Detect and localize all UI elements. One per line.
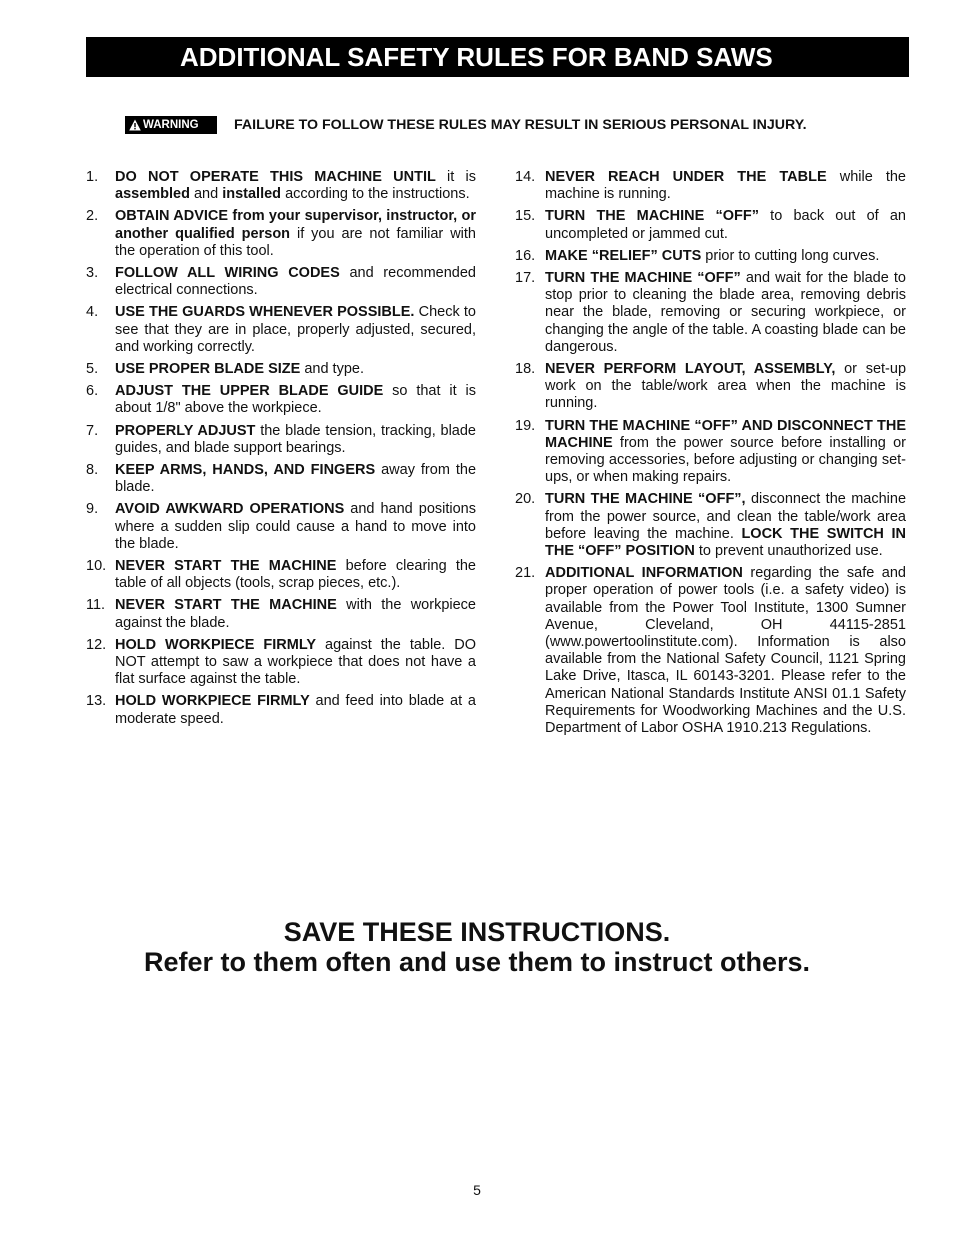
rule-text: [545, 491, 906, 560]
rule-item: [86, 423, 476, 457]
rule-emphasis: MAKE “RELIEF” CUTS: [545, 247, 702, 264]
rules-left-column: [86, 169, 476, 733]
rule-emphasis: ADJUST THE UPPER BLADE GUIDE: [115, 383, 384, 400]
rule-emphasis: NEVER PERFORM LAYOUT, ASSEMBLY,: [545, 361, 836, 378]
save-instructions-line2: Refer to them often and use them to instruct others.: [143, 947, 811, 977]
rule-emphasis: NEVER START THE MACHINE: [115, 558, 337, 575]
rule-emphasis: USE PROPER BLADE SIZE: [115, 361, 301, 378]
rule-item: [515, 491, 906, 560]
warning-notice: [125, 116, 885, 134]
rule-text: [115, 462, 476, 496]
rule-body: to prevent unauthorized use.: [694, 543, 883, 560]
rule-emphasis: HOLD WORKPIECE FIRMLY: [115, 636, 317, 653]
save-instructions-line1: SAVE THESE INSTRUCTIONS.: [283, 917, 671, 947]
rule-body: and feed into blade at a moderate speed.: [115, 693, 476, 727]
rule-item: [86, 208, 476, 260]
rule-text: [115, 637, 476, 689]
page-number: 5: [473, 1182, 481, 1198]
rule-body: prior to cutting long curves.: [701, 247, 880, 264]
rule-emphasis: AVOID AWKWARD OPERATIONS: [115, 501, 345, 518]
rule-body: while the machine is running.: [545, 169, 906, 203]
rule-emphasis: USE THE GUARDS WHENEVER POSSIBLE.: [115, 304, 415, 321]
rule-emphasis: LOCK THE SWITCH IN THE “OFF” POSITION: [545, 525, 907, 560]
warning-badge-label: WARNING: [143, 119, 199, 131]
rule-number: 11.: [86, 597, 106, 614]
rule-emphasis: PROPERLY ADJUST: [115, 422, 256, 439]
rule-emphasis: FOLLOW ALL WIRING CODES: [115, 265, 340, 282]
rule-emphasis: NEVER START THE MACHINE: [115, 597, 337, 614]
rule-body: and recommended electrical connections.: [115, 265, 476, 299]
rule-item: [86, 637, 476, 689]
rule-body: before clearing the table of all objects (tools, scrap pieces, etc.).: [115, 558, 476, 592]
page-title: ADDITIONAL SAFETY RULES FOR BAND SAWS: [180, 41, 773, 72]
rule-text: [115, 304, 476, 356]
rule-body: according to the instructions.: [281, 186, 470, 203]
rule-text: [545, 169, 906, 203]
rule-emphasis: HOLD WORKPIECE FIRMLY: [115, 693, 310, 710]
rule-body: the blade tension, tracking, blade guides, and blade support bearings.: [115, 422, 477, 456]
warning-triangle-icon: [129, 119, 141, 131]
rule-text: [115, 265, 476, 299]
rule-number: 12.: [86, 636, 107, 653]
rule-text: [115, 558, 476, 592]
rule-body: and type.: [300, 361, 364, 378]
rule-number: 4.: [86, 304, 99, 321]
rule-number: 2.: [86, 208, 99, 225]
rule-number: 15.: [515, 208, 536, 225]
rule-item: [515, 208, 906, 242]
rule-item: [86, 383, 476, 417]
rule-text: [115, 169, 476, 203]
rule-emphasis: KEEP ARMS, HANDS, AND FINGERS: [115, 462, 376, 479]
rule-text: [115, 361, 476, 378]
rule-emphasis: NEVER REACH UNDER THE TABLE: [545, 169, 827, 185]
rule-text: [115, 383, 476, 417]
rule-text: [115, 693, 476, 727]
rule-item: [515, 248, 906, 265]
rule-number: 17.: [515, 270, 536, 287]
rule-item: [86, 304, 476, 356]
rule-item: [515, 361, 906, 413]
rule-body: and: [189, 186, 223, 203]
warning-text: FAILURE TO FOLLOW THESE RULES MAY RESULT IN SERIOUS PERSONAL INJURY.: [234, 117, 807, 133]
rule-number: 5.: [86, 361, 99, 378]
rule-body: regarding the safe and proper operation of power tools (i.e. a safety video) is available from the Power Tool Institute, 1300 Sumner Avenue, Cleveland, OH 44115-2851 (www.powertoolinstitute.com). Information is also available from the National Safety Council, 1121 Spring Lake Drive, Itasca, IL 60143-3201. Please refer to the American National Standards Institute ANSI 01.1 Safety Requirements for Woodworking Machines and the U.S. Department of Labor OSHA 1910.213 Regulations.: [545, 565, 907, 737]
rule-text: [545, 270, 906, 356]
save-instructions: [0, 917, 954, 977]
rule-body: so that it is about 1/8" above the workpiece.: [115, 383, 476, 417]
rule-body: to back out of an uncompleted or jammed cut.: [545, 208, 906, 242]
rule-number: 16.: [515, 247, 536, 264]
rule-text: [115, 208, 476, 260]
rule-emphasis: TURN THE MACHINE “OFF”: [545, 270, 741, 287]
rule-body: from the power source before installing or removing accessories, before adjusting or changing set-ups, or when making repairs.: [545, 434, 906, 486]
rule-item: [86, 361, 476, 378]
rule-number: 14.: [515, 169, 536, 185]
rule-item: [86, 693, 476, 727]
rule-number: 19.: [515, 417, 536, 434]
rule-item: [515, 418, 906, 487]
rule-number: 7.: [86, 422, 99, 439]
rule-text: [545, 418, 906, 487]
rule-body: against the table. DO NOT attempt to saw a workpiece that does not have a flat surface against the table.: [115, 636, 476, 688]
rule-number: 20.: [515, 491, 536, 508]
rule-emphasis: ADDITIONAL INFORMATION: [545, 565, 743, 582]
rule-body: if you are not familiar with the operation of this tool.: [115, 225, 476, 259]
rule-number: 3.: [86, 265, 99, 282]
rule-body: and wait for the blade to stop prior to cleaning the blade area, removing debris near the blade, removing or securing workpiece, or changing the angle of the table. A coasting blade can be dangerous.: [545, 270, 906, 355]
rule-emphasis: TURN THE MACHINE “OFF” AND DISCONNECT THE MACHINE: [545, 417, 906, 451]
rule-emphasis: TURN THE MACHINE “OFF”: [545, 208, 759, 225]
warning-badge: [125, 116, 217, 134]
rule-number: 6.: [86, 383, 99, 400]
rule-text: [545, 208, 906, 242]
rule-item: [86, 501, 476, 553]
rule-body: with the workpiece against the blade.: [115, 597, 476, 631]
rule-text: [115, 597, 476, 631]
rule-body: Check to see that they are in place, properly adjusted, secured, and working correctly.: [115, 304, 476, 355]
rule-body: away from the blade.: [115, 462, 477, 496]
rule-number: 18.: [515, 361, 536, 378]
rule-emphasis: DO NOT OPERATE THIS MACHINE UNTIL: [115, 169, 436, 185]
rule-emphasis: installed: [222, 186, 282, 203]
rule-item: [86, 462, 476, 496]
rule-text: [115, 501, 476, 553]
rule-number: 21.: [515, 565, 536, 582]
rule-number: 9.: [86, 501, 99, 518]
rule-emphasis: OBTAIN ADVICE from your supervisor, instructor, or another qualified person: [115, 208, 476, 242]
rule-item: [515, 565, 906, 737]
rule-item: [86, 169, 476, 203]
rule-item: [86, 265, 476, 299]
rule-text: [115, 423, 476, 457]
rule-item: [515, 270, 906, 356]
rule-number: 10.: [86, 558, 107, 575]
rule-item: [86, 597, 476, 631]
rule-body: it is: [435, 169, 476, 185]
rule-text: [545, 248, 906, 265]
rule-body: or set-up work on the table/work area when the machine is running.: [545, 361, 907, 412]
rule-text: [545, 565, 906, 737]
rule-number: 13.: [86, 693, 107, 710]
rule-item: [515, 169, 906, 203]
rules-right-column: [515, 169, 906, 742]
rule-text: [545, 361, 906, 413]
rule-number: 1.: [86, 169, 99, 185]
rule-number: 8.: [86, 462, 99, 479]
rule-emphasis: TURN THE MACHINE “OFF”,: [545, 491, 746, 508]
rule-emphasis: assembled: [115, 186, 190, 203]
rule-body: and hand positions where a sudden slip could cause a hand to move into the blade.: [115, 501, 476, 552]
section-header-banner: [86, 37, 909, 77]
rule-body: disconnect the machine from the power source, and clean the table/work area before leaving the machine.: [545, 491, 907, 542]
rule-item: [86, 558, 476, 592]
